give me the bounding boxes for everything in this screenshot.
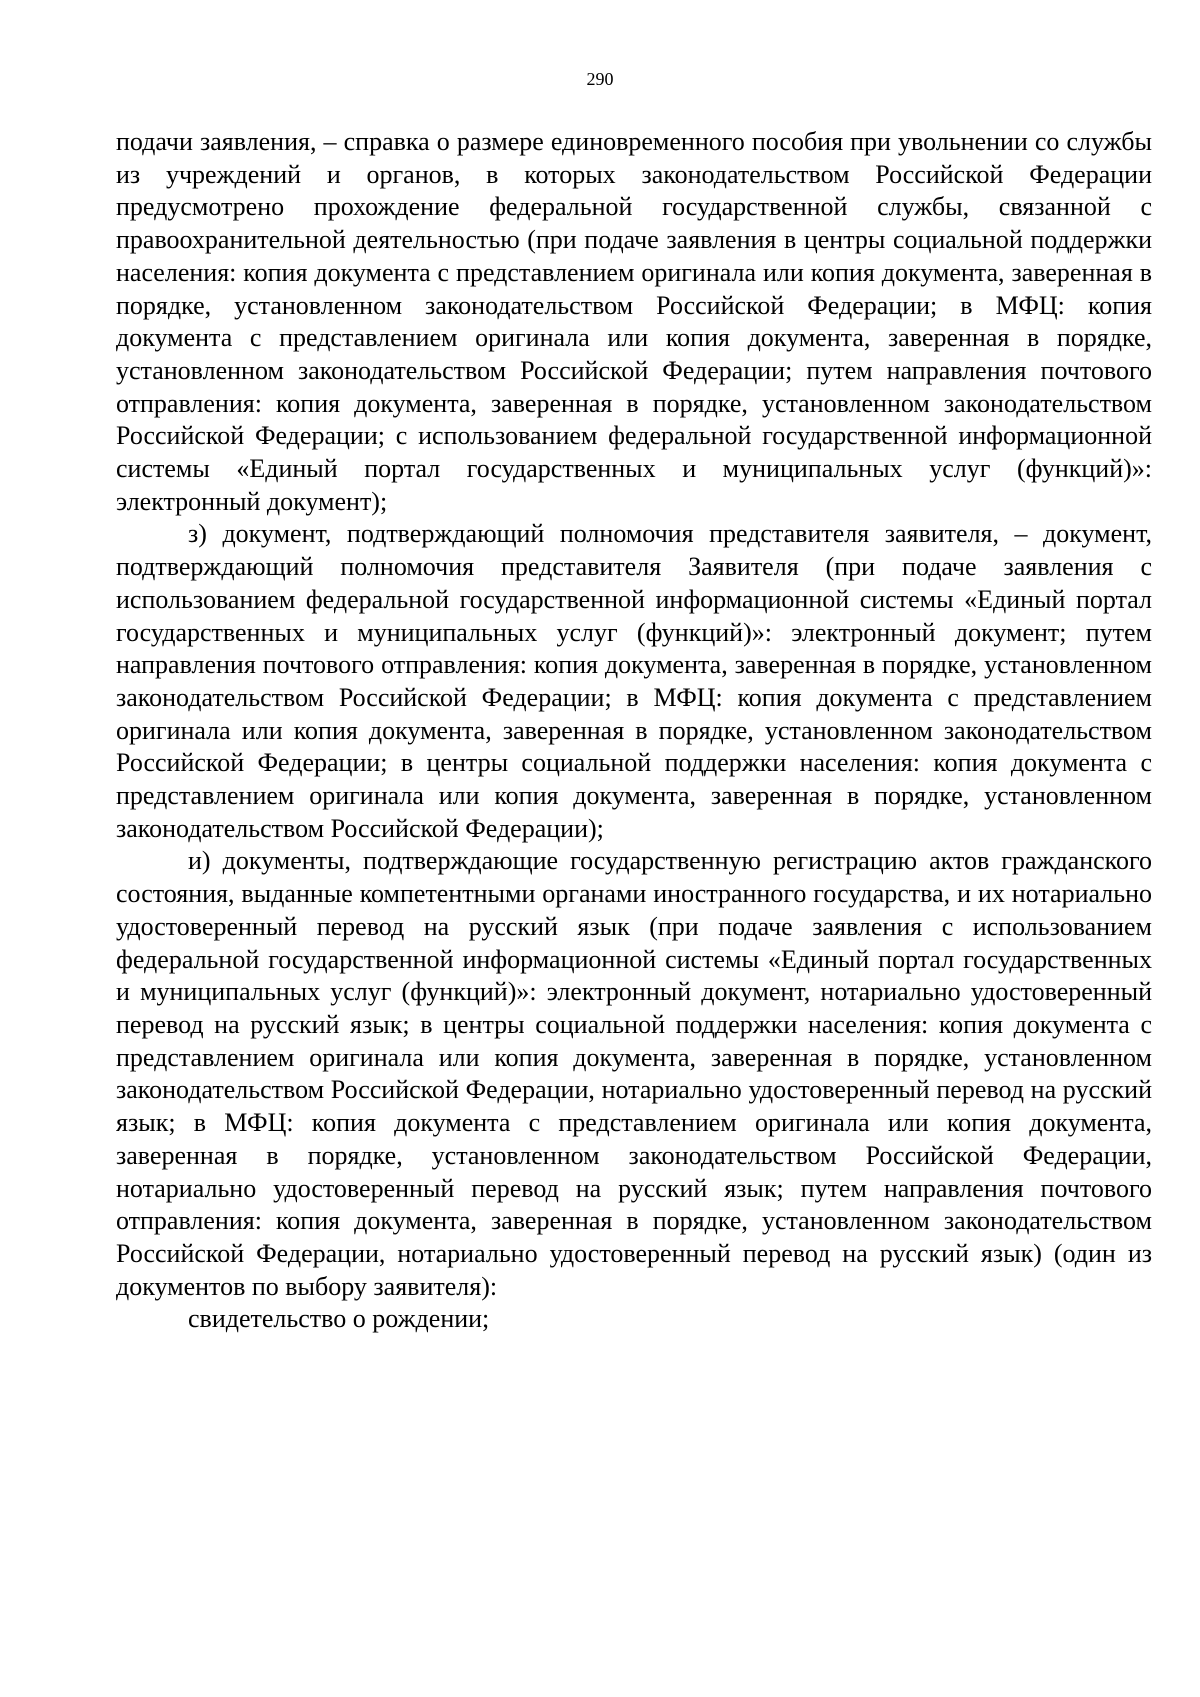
paragraph-birth-certificate: свидетельство о рождении; bbox=[188, 1304, 490, 1334]
paragraph-continuation: подачи заявления, – справка о размере единовременного пособия при увольнении со службы из учреждений и органов, в которых законодательством Российской Федерации предусмотрено прохождение федеральной государственной службы, связанной с правоохранительной деятельностью (при подаче заявления в центры социальной поддержки населения: копия документа с представлением оригинала или копия документа, заверенная в порядке, установленном законодательством Российской Федерации; в МФЦ: копия документа с представлением оригинала или копия документа, заверенная в порядке, установленном законодательством Российской Федерации; путем направления почтового отправления: копия документа, заверенная в порядке, установленном законодательством Российской Федерации; с использованием федеральной государственной информационной системы «Единый портал государственных и муниципальных услуг (функций)»: электронный документ); bbox=[116, 127, 1152, 516]
paragraph-item-z: з) документ, подтверждающий полномочия представителя заявителя, – документ, подтверждающий полномочия представителя Заявителя (при подаче заявления с использованием федеральной государственной информационной системы «Единый портал государственных и муниципальных услуг (функций)»: электронный документ; путем направления почтового отправления: копия документа, заверенная в порядке, установленном законодательством Российской Федерации; в МФЦ: копия документа с представлением оригинала или копия документа, заверенная в порядке, установленном законодательством Российской Федерации; в центры социальной поддержки населения: копия документа с представлением оригинала или копия документа, заверенная в порядке, установленном законодательством Российской Федерации); bbox=[116, 519, 1152, 843]
body-text bbox=[116, 126, 1152, 1336]
paragraph-item-i: и) документы, подтверждающие государственную регистрацию актов гражданского состояния, выданные компетентными органами иностранного государства, и их нотариально удостоверенный перевод на русский язык (при подаче заявления с использованием федеральной государственной информационной системы «Единый портал государственных и муниципальных услуг (функций)»: электронный документ, нотариально удостоверенный перевод на русский язык; в центры социальной поддержки населения: копия документа с представлением оригинала или копия документа, заверенная в порядке, установленном законодательством Российской Федерации, нотариально удостоверенный перевод на русский язык; в МФЦ: копия документа с представлением оригинала или копия документа, заверенная в порядке, установленном законодательством Российской Федерации, нотариально удостоверенный перевод на русский язык; путем направления почтового отправления: копия документа, заверенная в порядке, установленном законодательством Российской Федерации, нотариально удостоверенный перевод на русский язык) (один из документов по выбору заявителя): bbox=[116, 846, 1152, 1301]
page-number: 290 bbox=[586, 69, 614, 89]
